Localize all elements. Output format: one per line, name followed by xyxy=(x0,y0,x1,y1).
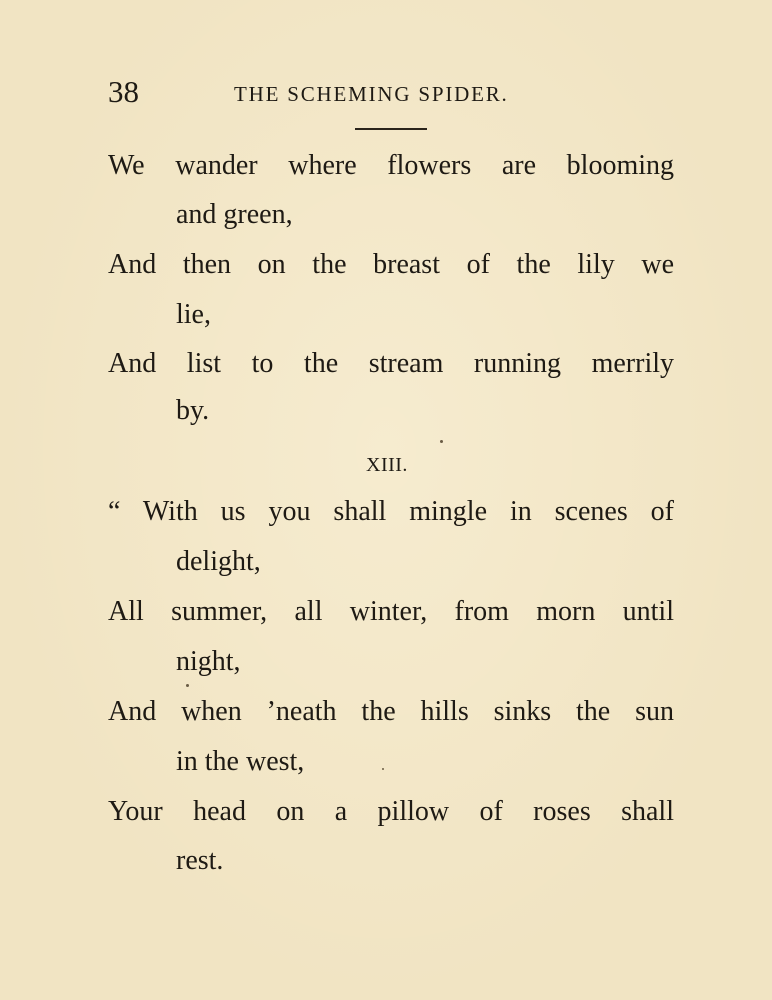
verse-line: Your head on a pillow of roses shall xyxy=(108,796,674,827)
verse-line-continuation: lie, xyxy=(176,299,211,330)
paper-speck xyxy=(382,768,384,770)
verse-line-continuation: and green, xyxy=(176,199,293,230)
verse-line: And then on the breast of the lily we xyxy=(108,249,674,280)
verse-line-continuation: in the west, xyxy=(176,746,305,777)
paper-speck xyxy=(440,440,443,443)
verse-line-continuation: by. xyxy=(176,395,210,426)
verse-line-continuation: rest. xyxy=(176,845,224,876)
stanza-numeral: XIII. xyxy=(366,454,408,476)
running-title: THE SCHEMING SPIDER. xyxy=(234,82,509,106)
verse-line: We wander where flowers are blooming xyxy=(108,150,674,181)
verse-line: And list to the stream running merrily xyxy=(108,348,674,379)
verse-line: And when ’neath the hills sinks the sun xyxy=(108,696,674,727)
verse-line: All summer, all winter, from morn until xyxy=(108,596,674,627)
page-header xyxy=(108,72,668,112)
header-rule xyxy=(355,128,427,130)
paper-speck xyxy=(186,684,189,687)
verse-line: “ With us you shall mingle in scenes of xyxy=(108,496,674,527)
page-number: 38 xyxy=(108,74,139,109)
verse-line-continuation: delight, xyxy=(176,546,261,577)
verse-line-continuation: night, xyxy=(176,646,241,677)
